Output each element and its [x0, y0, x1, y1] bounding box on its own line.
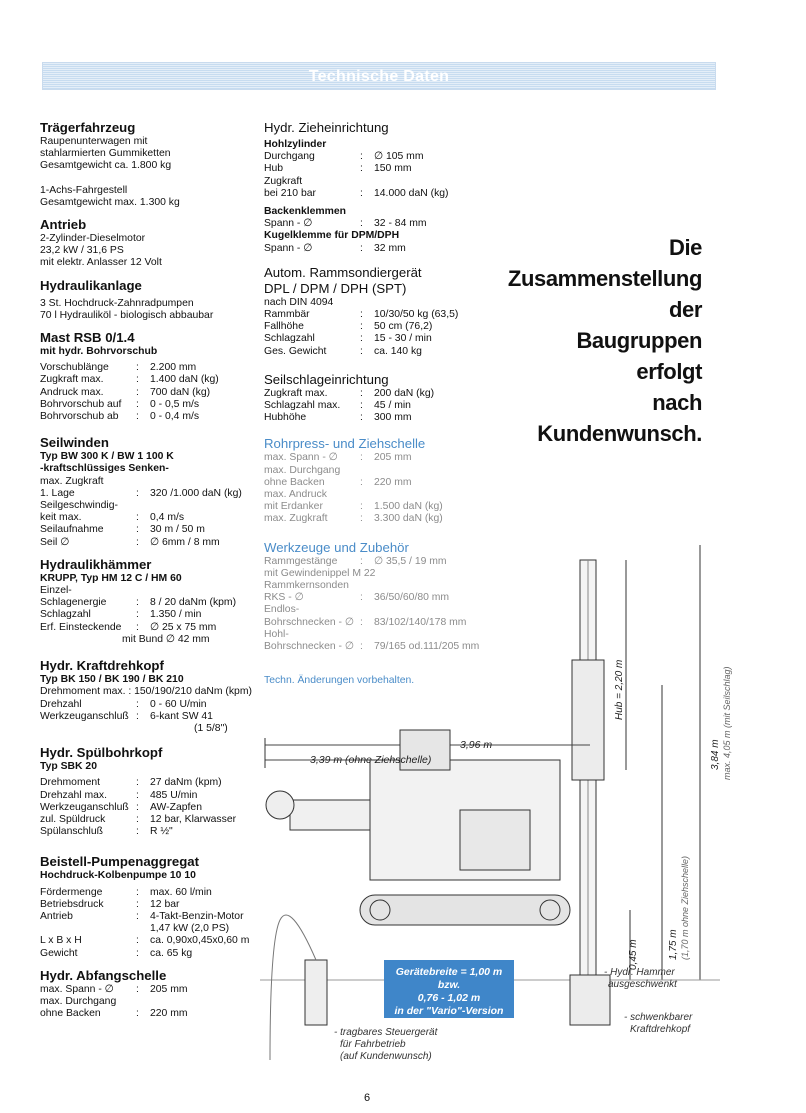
spec-sep: :: [360, 163, 363, 175]
spec-key: max. Andruck: [264, 489, 327, 501]
text-line: stahlarmierten Gummiketten: [40, 148, 171, 160]
spec-key: Ges. Gewicht: [264, 345, 327, 357]
spec-row: [40, 802, 260, 814]
spec-value: 8 / 20 daNm (kpm): [150, 597, 237, 609]
mast-table: [40, 362, 260, 423]
antrieb-title: Antrieb: [40, 217, 87, 233]
abfang-table: [40, 984, 260, 1021]
spec-key: [40, 923, 136, 935]
spec-key: Spann - ∅: [264, 242, 313, 254]
spec-row: [40, 500, 260, 512]
spec-sep: :: [136, 524, 139, 536]
spec-sep: :: [360, 321, 363, 333]
spec-key: max. Spann - ∅: [264, 452, 338, 464]
spec-sep: :: [360, 452, 363, 464]
zieh-table-1: [264, 151, 494, 200]
spec-row: [264, 163, 494, 175]
text-line: mit elektr. Anlasser 12 Volt: [40, 257, 162, 269]
spec-value: 2.200 mm: [150, 362, 197, 374]
kraftdrehkopf-title: Hydr. Kraftdrehkopf: [40, 658, 164, 674]
label-hammer: ausgeschwenkt: [608, 979, 677, 990]
spec-key: max. Spann - ∅: [40, 983, 114, 995]
spec-sep: :: [360, 641, 363, 653]
seilwinden-line: max. Zugkraft: [40, 475, 104, 487]
traeger-title: Trägerfahrzeug: [40, 120, 136, 135]
spec-key: bei 210 bar: [264, 187, 316, 199]
spec-key: mit Erdanker: [264, 501, 323, 513]
spec-sep: [136, 923, 150, 935]
zieh-sub-1: Hohlzylinder: [264, 139, 327, 150]
spec-row: [40, 512, 260, 524]
spec-sep: :: [136, 374, 139, 386]
left-column: [40, 120, 260, 1020]
slogan-line: der: [668, 297, 702, 322]
machine-drawing: [250, 520, 750, 1080]
spec-key: max. Zugkraft: [264, 513, 328, 525]
spec-key: Schlagzahl max.: [264, 400, 341, 412]
spec-sep: :: [136, 512, 139, 524]
spec-sep: :: [136, 826, 139, 838]
spec-sep: :: [360, 616, 363, 628]
spec-value: 1.350 / min: [150, 609, 202, 621]
spec-value: 1.400 daN (kg): [150, 374, 219, 386]
spec-sep: :: [360, 400, 363, 412]
spec-value: 12 bar: [150, 898, 180, 910]
spec-sep: :: [136, 386, 139, 398]
spec-row: [40, 411, 260, 423]
spec-sep: [136, 996, 150, 1008]
spec-value: 220 mm: [150, 1008, 188, 1020]
spec-key: Spülanschluß: [40, 826, 103, 838]
spec-sep: :: [136, 777, 139, 789]
spec-sep: :: [136, 411, 139, 423]
spec-row: [264, 388, 494, 400]
spec-key: Antrieb: [40, 910, 73, 922]
banner-title: Technische Daten: [308, 68, 450, 85]
text-line: 3 St. Hochdruck-Zahnradpumpen: [40, 297, 194, 309]
spec-row: [40, 777, 260, 789]
spec-value: 4-Takt-Benzin-Motor: [150, 910, 244, 922]
spec-row: [40, 899, 260, 911]
spec-value: AW-Zapfen: [150, 801, 202, 813]
box-line: in der "Vario"-Version: [394, 1005, 504, 1017]
spec-sep: :: [136, 609, 139, 621]
spec-key: Bohrvorschub auf: [40, 398, 122, 410]
ramm-title-2: DPL / DPM / DPH (SPT): [264, 280, 407, 296]
seilwinden-table: [40, 488, 260, 549]
spec-sep: :: [360, 501, 363, 513]
label-hammer: - Hydr. Hammer: [604, 967, 675, 978]
spec-row: [40, 537, 260, 549]
spec-row: [264, 333, 494, 345]
text-line: 23,2 kW / 31,6 PS: [40, 245, 124, 257]
spec-sep: :: [360, 242, 363, 254]
slogan-line: Zusammenstellung: [507, 266, 702, 291]
spec-key: Seilaufnahme: [40, 524, 104, 536]
spec-sep: :: [136, 789, 139, 801]
spec-value: ∅ 105 mm: [374, 151, 424, 163]
spec-sep: :: [360, 476, 363, 488]
text-line: 70 l Hydrauliköl - biologisch abbaubar: [40, 309, 214, 321]
spec-value: 200 daN (kg): [374, 387, 435, 399]
label-steuer: (auf Kundenwunsch): [340, 1051, 432, 1062]
dim-405: max. 4,05 m (mit Seilschlag): [722, 666, 732, 780]
spec-row: [40, 911, 260, 923]
spec-value: ∅ 35,5 / 19 mm: [374, 555, 447, 567]
slogan-line: nach: [652, 390, 702, 415]
spec-sep: :: [136, 898, 139, 910]
spec-sep: :: [360, 309, 363, 321]
spec-key: Bohrschnecken - ∅: [264, 616, 354, 628]
spec-row: [40, 935, 260, 947]
spuelbohrkopf-table: [40, 777, 260, 838]
zieh-table-2: [264, 218, 494, 230]
spec-sep: :: [360, 345, 363, 357]
slogan-line: erfolgt: [636, 359, 702, 384]
spec-key: max. Durchgang: [264, 464, 341, 476]
spec-value: ∅ 25 x 75 mm: [150, 621, 217, 633]
dim-396: 3,96 m: [460, 739, 493, 751]
pumpe-title: Beistell-Pumpenaggregat: [40, 854, 200, 870]
spec-value: max. 60 l/min: [150, 886, 212, 898]
zieh-title: Hydr. Zieheinrichtung: [264, 120, 389, 135]
spec-sep: [360, 489, 374, 501]
spec-value: R ½": [150, 826, 173, 838]
spec-value: ca. 140 kg: [374, 345, 422, 357]
spec-sep: :: [136, 1008, 139, 1020]
spec-sep: :: [360, 187, 363, 199]
rohrpress-title: Rohrpress- und Ziehschelle: [264, 436, 426, 452]
label-kopf: Kraftdrehkopf: [630, 1024, 691, 1035]
seilschlag-table: [264, 388, 494, 425]
spec-value: 3.300 daN (kg): [374, 513, 443, 525]
spec-key: max. Durchgang: [40, 995, 117, 1007]
spec-key: Hub: [264, 163, 284, 175]
label-steuer: für Fahrbetrieb: [340, 1039, 406, 1050]
pumpe-table: [40, 887, 260, 960]
spec-value: 27 daNm (kpm): [150, 777, 222, 789]
spec-key: Hohl-: [264, 628, 289, 640]
spec-key: Drehmoment: [40, 777, 101, 789]
spec-row: [40, 622, 260, 634]
spec-row: [40, 597, 260, 609]
kraftdrehkopf-subtitle: Typ BK 150 / BK 190 / BK 210: [40, 674, 184, 686]
spec-value: 14.000 daN (kg): [374, 187, 449, 199]
spec-row: [40, 948, 260, 960]
text-line: 2-Zylinder-Dieselmotor: [40, 233, 146, 245]
spec-row: [40, 699, 260, 711]
spec-sep: :: [136, 398, 139, 410]
spec-value: ∅ 6mm / 8 mm: [150, 536, 220, 548]
spec-value: 1,47 kW (2,0 PS): [150, 923, 230, 935]
spec-row: [264, 218, 494, 230]
spec-key: zul. Spüldruck: [40, 813, 106, 825]
spec-row: [40, 826, 260, 838]
spec-sep: :: [136, 597, 139, 609]
text-line: Gesamtgewicht ca. 1.800 kg: [40, 160, 172, 172]
abfang-title: Hydr. Abfangschelle: [40, 967, 167, 983]
spec-row: [40, 790, 260, 802]
rohrpress-table: [264, 452, 494, 525]
spec-sep: :: [360, 513, 363, 525]
spec-key: Fördermenge: [40, 886, 103, 898]
text-line: Gesamtgewicht max. 1.300 kg: [40, 196, 180, 208]
spec-row: [40, 984, 260, 996]
spec-value: 50 cm (76,2): [374, 321, 433, 333]
spec-value: 1.500 daN (kg): [374, 501, 443, 513]
spec-sep: :: [136, 362, 139, 374]
spec-row: [264, 243, 494, 255]
spec-value: 45 / min: [374, 400, 411, 412]
spec-key: Bohrvorschub ab: [40, 411, 119, 423]
spec-row: [264, 477, 494, 489]
spec-key: Zugkraft: [264, 175, 303, 187]
spec-key: Rammgestänge: [264, 555, 338, 567]
spec-value: 15 - 30 / min: [374, 333, 432, 345]
spec-key: Zugkraft max.: [264, 387, 328, 399]
spuelbohrkopf-title: Hydr. Spülbohrkopf: [40, 745, 163, 761]
haemmer-table: [40, 585, 260, 634]
spec-value: 6-kant SW 41: [150, 710, 213, 722]
hydraulik-title: Hydraulikanlage: [40, 277, 142, 293]
spec-sep: :: [360, 333, 363, 345]
spec-row: [40, 711, 260, 723]
spec-key: L x B x H: [40, 935, 82, 947]
spec-value: 205 mm: [150, 983, 188, 995]
spec-value: 10/30/50 kg (63,5): [374, 309, 459, 321]
spec-key: Spann - ∅: [264, 218, 313, 230]
spec-sep: :: [136, 910, 139, 922]
spec-key: Rammbär: [264, 309, 310, 321]
seilwinden-subtitle-1: Typ BW 300 K / BW 1 100 K: [40, 451, 174, 463]
spec-sep: :: [136, 813, 139, 825]
spec-row: [40, 996, 260, 1008]
traeger-block: [40, 136, 260, 173]
spec-sep: :: [136, 935, 139, 947]
spec-value: 83/102/140/178 mm: [374, 616, 467, 628]
spec-value: 485 U/min: [150, 789, 198, 801]
spec-key: ohne Backen: [264, 476, 325, 488]
slogan: [508, 232, 702, 449]
kraftdrehkopf-table: [40, 699, 260, 723]
antrieb-block: [40, 233, 260, 270]
spec-sep: :: [360, 151, 363, 163]
spec-value: 79/165 od.111/205 mm: [374, 641, 480, 653]
spec-row: [40, 585, 260, 597]
spec-row: [264, 400, 494, 412]
seilschlag-title: Seilschlageinrichtung: [264, 371, 389, 387]
spec-row: [264, 176, 494, 188]
spec-value: ca. 0,90x0,45x0,60 m: [150, 935, 250, 947]
spec-row: [40, 923, 260, 935]
dim-339: 3,39 m (ohne Ziehschelle): [310, 754, 432, 766]
slogan-line: Kundenwunsch.: [537, 421, 702, 446]
spec-key: Seil ∅: [40, 536, 70, 548]
spec-key: Erf. Einsteckende: [40, 621, 122, 633]
spec-value: 30 m / 50 m: [150, 524, 205, 536]
spec-key: Andruck max.: [40, 386, 104, 398]
slogan-line: Baugruppen: [576, 328, 702, 353]
spec-sep: :: [360, 412, 363, 424]
spec-value: 220 mm: [374, 476, 412, 488]
mast-subtitle: mit hydr. Bohrvorschub: [40, 346, 158, 358]
dim-384: 3,84 m: [710, 739, 721, 770]
spec-key: mit Gewindenippel M 22: [264, 567, 376, 579]
werkzeuge-title: Werkzeuge und Zubehör: [264, 539, 409, 555]
spec-key: Bohrschnecken - ∅: [264, 641, 354, 653]
spec-sep: :: [360, 218, 363, 230]
label-steuer: - tragbares Steuergerät: [334, 1027, 438, 1038]
spec-key: 1. Lage: [40, 487, 75, 499]
crawler-track: [360, 895, 570, 925]
spec-row: [40, 524, 260, 536]
spec-row: [40, 887, 260, 899]
spec-value: 12 bar, Klarwasser: [150, 813, 237, 825]
haemmer-subtitle: KRUPP, Typ HM 12 C / HM 60: [40, 572, 182, 584]
mast-title: Mast RSB 0/1.4: [40, 330, 135, 346]
spec-value: 300 mm: [374, 412, 412, 424]
spec-sep: :: [360, 592, 363, 604]
spec-value: 0 - 0,5 m/s: [150, 398, 200, 410]
spec-key: Zugkraft max.: [40, 374, 104, 386]
dim-hub: Hub = 2,20 m: [614, 659, 625, 720]
ramm-title: Autom. Rammsondiergerät: [264, 264, 422, 280]
dim-175: 1,75 m: [668, 929, 679, 960]
spec-value: ca. 65 kg: [150, 947, 193, 959]
spec-row: [264, 501, 494, 513]
spec-key: Schlagzahl: [264, 333, 315, 345]
spec-row: [264, 465, 494, 477]
spec-value: 700 daN (kg): [150, 386, 211, 398]
spec-row: [40, 387, 260, 399]
spec-row: [264, 321, 494, 333]
zieh-sub-2: Backenklemmen: [264, 206, 347, 218]
spec-key: Endlos-: [264, 604, 300, 616]
spec-sep: [136, 500, 150, 512]
spec-key: Betriebsdruck: [40, 898, 104, 910]
spec-key: keit max.: [40, 512, 82, 524]
spec-value: 0 - 0,4 m/s: [150, 411, 200, 423]
spec-sep: :: [136, 536, 139, 548]
spec-sep: :: [136, 983, 139, 995]
spec-sep: :: [360, 387, 363, 399]
section-banner: [42, 62, 716, 90]
spec-key: Hubhöhe: [264, 412, 307, 424]
pumpe-subtitle: Hochdruck-Kolbenpumpe 10 10: [40, 870, 196, 882]
traeger-block-2: [40, 185, 260, 209]
spec-sep: [136, 585, 150, 597]
spec-row: [264, 346, 494, 358]
box-line: bzw.: [437, 979, 461, 991]
spec-sep: :: [136, 710, 139, 722]
box-line: Gerätebreite = 1,00 m: [395, 966, 503, 978]
spec-key: RKS - ∅: [264, 592, 304, 604]
haemmer-title: Hydraulikhämmer: [40, 556, 152, 572]
label-kopf: - schwenkbarer: [624, 1012, 693, 1023]
spec-sep: :: [136, 698, 139, 710]
spec-sep: [360, 176, 374, 188]
control-unit: [305, 960, 327, 1025]
spec-sep: [360, 465, 374, 477]
spec-sep: :: [136, 621, 139, 633]
spec-key: Durchgang: [264, 151, 315, 163]
kraftdrehkopf-extra: (1 5/8"): [194, 722, 228, 734]
spec-key: Schlagzahl: [40, 609, 91, 621]
dim-045: 0,45 m: [628, 939, 639, 970]
spec-row: [264, 151, 494, 163]
slogan-line: Die: [668, 235, 702, 260]
ramm-table: [264, 309, 494, 358]
spec-value: 205 mm: [374, 452, 412, 464]
spec-row: [264, 489, 494, 501]
spec-row: [40, 374, 260, 386]
spec-row: [264, 309, 494, 321]
spec-value: 320 /1.000 daN (kg): [150, 487, 242, 499]
spec-key: Gewicht: [40, 947, 78, 959]
kraftdrehkopf-line: Drehmoment max. : 150/190/210 daNm (kpm): [40, 686, 252, 698]
spec-value: 32 - 84 mm: [374, 218, 427, 230]
spec-row: [264, 188, 494, 200]
spec-sep: :: [136, 886, 139, 898]
spec-row: [40, 362, 260, 374]
spec-key: Drehzahl: [40, 698, 82, 710]
spec-row: [264, 412, 494, 424]
box-line: 0,76 - 1,02 m: [417, 992, 481, 1004]
text-line: Raupenunterwagen mit: [40, 136, 148, 147]
spec-sep: :: [136, 947, 139, 959]
zieh-table-3: [264, 243, 494, 255]
seilwinden-subtitle-2: -kraftschlüssiges Senken-: [40, 463, 169, 475]
hammer-drawing: [570, 975, 610, 1025]
spec-value: 32 mm: [374, 242, 406, 254]
spec-row: [264, 452, 494, 464]
zieh-sub-3: Kugelklemme für DPM/DPH: [264, 230, 400, 242]
spec-value: 150 mm: [374, 163, 412, 175]
spec-value: 0,4 m/s: [150, 512, 185, 524]
spec-key: Drehzahl max.: [40, 789, 107, 801]
spec-row: [40, 1008, 260, 1020]
changes-note: Techn. Änderungen vorbehalten.: [264, 675, 415, 687]
spec-key: Vorschublänge: [40, 362, 109, 374]
haemmer-extra: mit Bund ∅ 42 mm: [122, 633, 210, 645]
seilwinden-title: Seilwinden: [40, 435, 109, 451]
spec-row: [40, 488, 260, 500]
spuelbohrkopf-subtitle: Typ SBK 20: [40, 761, 97, 773]
spec-row: [40, 399, 260, 411]
spec-row: [40, 609, 260, 621]
text-line: 1-Achs-Fahrgestell: [40, 184, 128, 196]
spec-key: Fallhöhe: [264, 321, 304, 333]
ramm-line: nach DIN 4094: [264, 296, 334, 308]
hydraulik-block: [40, 298, 260, 322]
spec-key: Werkzeuganschluß: [40, 801, 129, 813]
page-number: 6: [364, 1092, 371, 1104]
spec-sep: :: [136, 487, 139, 499]
spec-sep: :: [136, 801, 139, 813]
spec-key: Einzel-: [40, 585, 72, 597]
dim-170: (1,70 m ohne Ziehschelle): [680, 855, 690, 960]
spec-key: Rammkernsonden: [264, 580, 349, 592]
spec-key: ohne Backen: [40, 1008, 101, 1020]
spec-key: Schlagenergie: [40, 597, 107, 609]
spec-row: [40, 814, 260, 826]
spec-value: 0 - 60 U/min: [150, 698, 207, 710]
spec-key: Werkzeuganschluß: [40, 710, 129, 722]
spec-key: Seilgeschwindig-: [40, 500, 118, 512]
spec-sep: :: [360, 555, 363, 567]
spec-value: 36/50/60/80 mm: [374, 592, 450, 604]
